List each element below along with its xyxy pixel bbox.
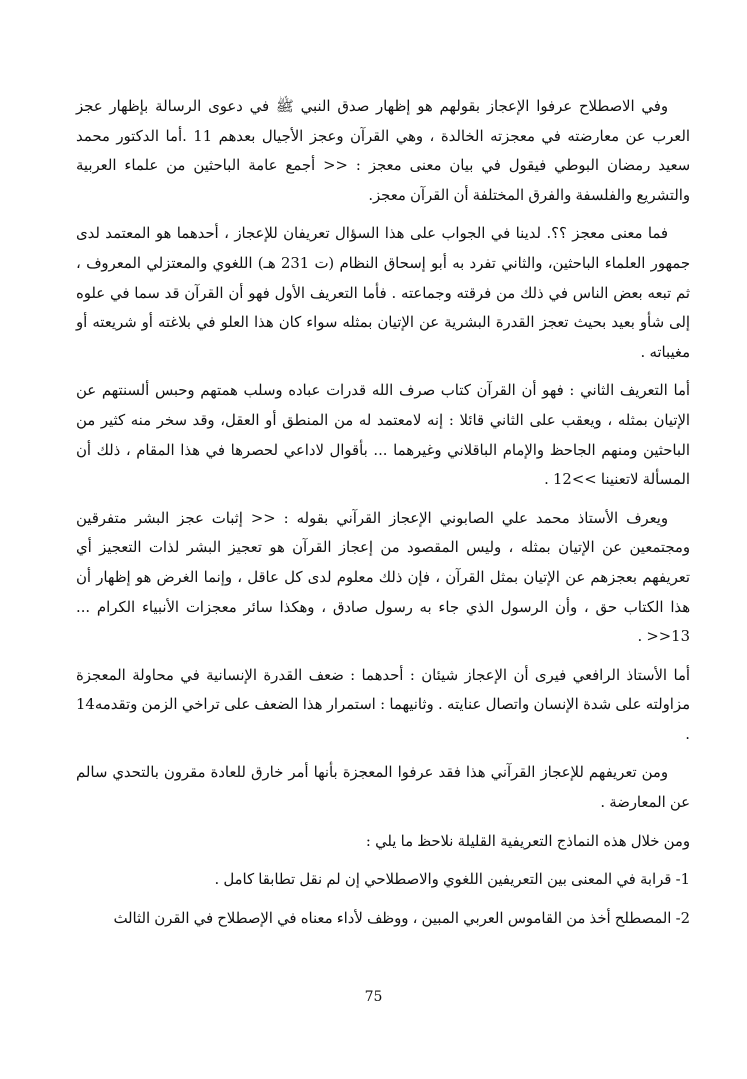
- paragraph-observations-intro: ومن خلال هذه النماذج التعريفية القليلة نلاحظ ما يلي :: [365, 832, 690, 850]
- paragraph-two-definitions: فما معنى معجز ؟؟. لدينا في الجواب على هذا السؤال تعريفان للإعجاز ، أحدهما هو المعتمد لدى جمهور العلماء الباحثين، والثاني تفرد به أبو إسحاق النظام (ت 231 هـ) اللغوي والمعتزلي المعروف ، ثم تبعه بعض الناس في ذلك من فرقته وجماعته . فأما التعريف الأول فهو أن القرآن قد سما في علوه إلى شأو بعيد بحيث تعجز القدرة البشرية عن الإتيان بمثله سواء كان هذا العلو في بلاغته أو شريعته أو مغيباته .: [76, 225, 690, 361]
- list-item-observation-1: 1- قرابة في المعنى بين التعريفين اللغوي والاصطلاحي إن لم نقل تطابقا كامل .: [214, 871, 690, 889]
- paragraph-rafii-definition: أما الأستاذ الرافعي فيرى أن الإعجاز شيئان : أحدهما : ضعف القدرة الإنسانية في محاولة المعجزة مزاولته على شدة الإنسان واتصال عنايته . وثانيهما : استمرار هذا الضعف على تراخي الزمن وتقدمه14 .: [76, 666, 690, 743]
- scan-edge: [742, 0, 747, 1079]
- list-item-observation-2: 2- المصطلح أخذ من القاموس العربي المبين ، ووظف لأداء معناه في الإصطلاح في القرن الثالث: [113, 909, 690, 927]
- paragraph-idiomatic-definition: وفي الاصطلاح عرفوا الإعجاز بقولهم هو إظهار صدق النبي ﷺ في دعوى الرسالة بإظهار عجز العرب عن معارضته في معجزته الخالدة ، وهي القرآن وعجز الأجيال بعدهم 11 .أما الدكتور محمد سعيد رمضان البوطي فيقول في بيان معنى معجز : << أجمع عامة الباحثين من علماء العربية والتشريع والفلسفة والفرق المختلفة أن القرآن معجز.: [76, 98, 691, 204]
- paragraph-miracle-definition: ومن تعريفهم للإعجاز القرآني هذا فقد عرفوا المعجزة بأنها أمر خارق للعادة مقرون بالتحدي سالم عن المعارضة .: [76, 764, 690, 812]
- body-text: [76, 92, 690, 933]
- paragraph-sabouni-definition: ويعرف الأستاذ محمد علي الصابوني الإعجاز القرآني بقوله : << إثبات عجز البشر متفرقين ومجتمعين عن الإتيان بمثله ، وليس المقصود من إعجاز القرآن هو تعجيز البشر لذات التعجيز أي تعريفهم بعجزهم عن الإتيان بمثل القرآن ، فإن ذلك معلوم لدى كل عاقل ، وإنما الغرض هو إظهار أن هذا الكتاب حق ، وأن الرسول الذي جاء به رسول صادق ، وهكذا سائر معجزات الأنبياء الكرام ... 13<< .: [76, 509, 690, 646]
- paragraph-second-definition: أما التعريف الثاني : فهو أن القرآن كتاب صرف الله قدرات عباده وسلب همتهم وحبس ألسنتهم عن الإتيان بمثله ، ويعقب على الثاني قائلا : إنه لامعتمد له من المنطق أو العقل، وقد سخر منه كثير من الباحثين ومنهم الجاحظ والإمام الباقلاني وغيرهما ... بأقوال لاداعي لحصرها في هذا المقام ، ذلك أن المسألة لاتعنينا >>12 .: [76, 382, 690, 489]
- page-number: 75: [364, 989, 383, 1005]
